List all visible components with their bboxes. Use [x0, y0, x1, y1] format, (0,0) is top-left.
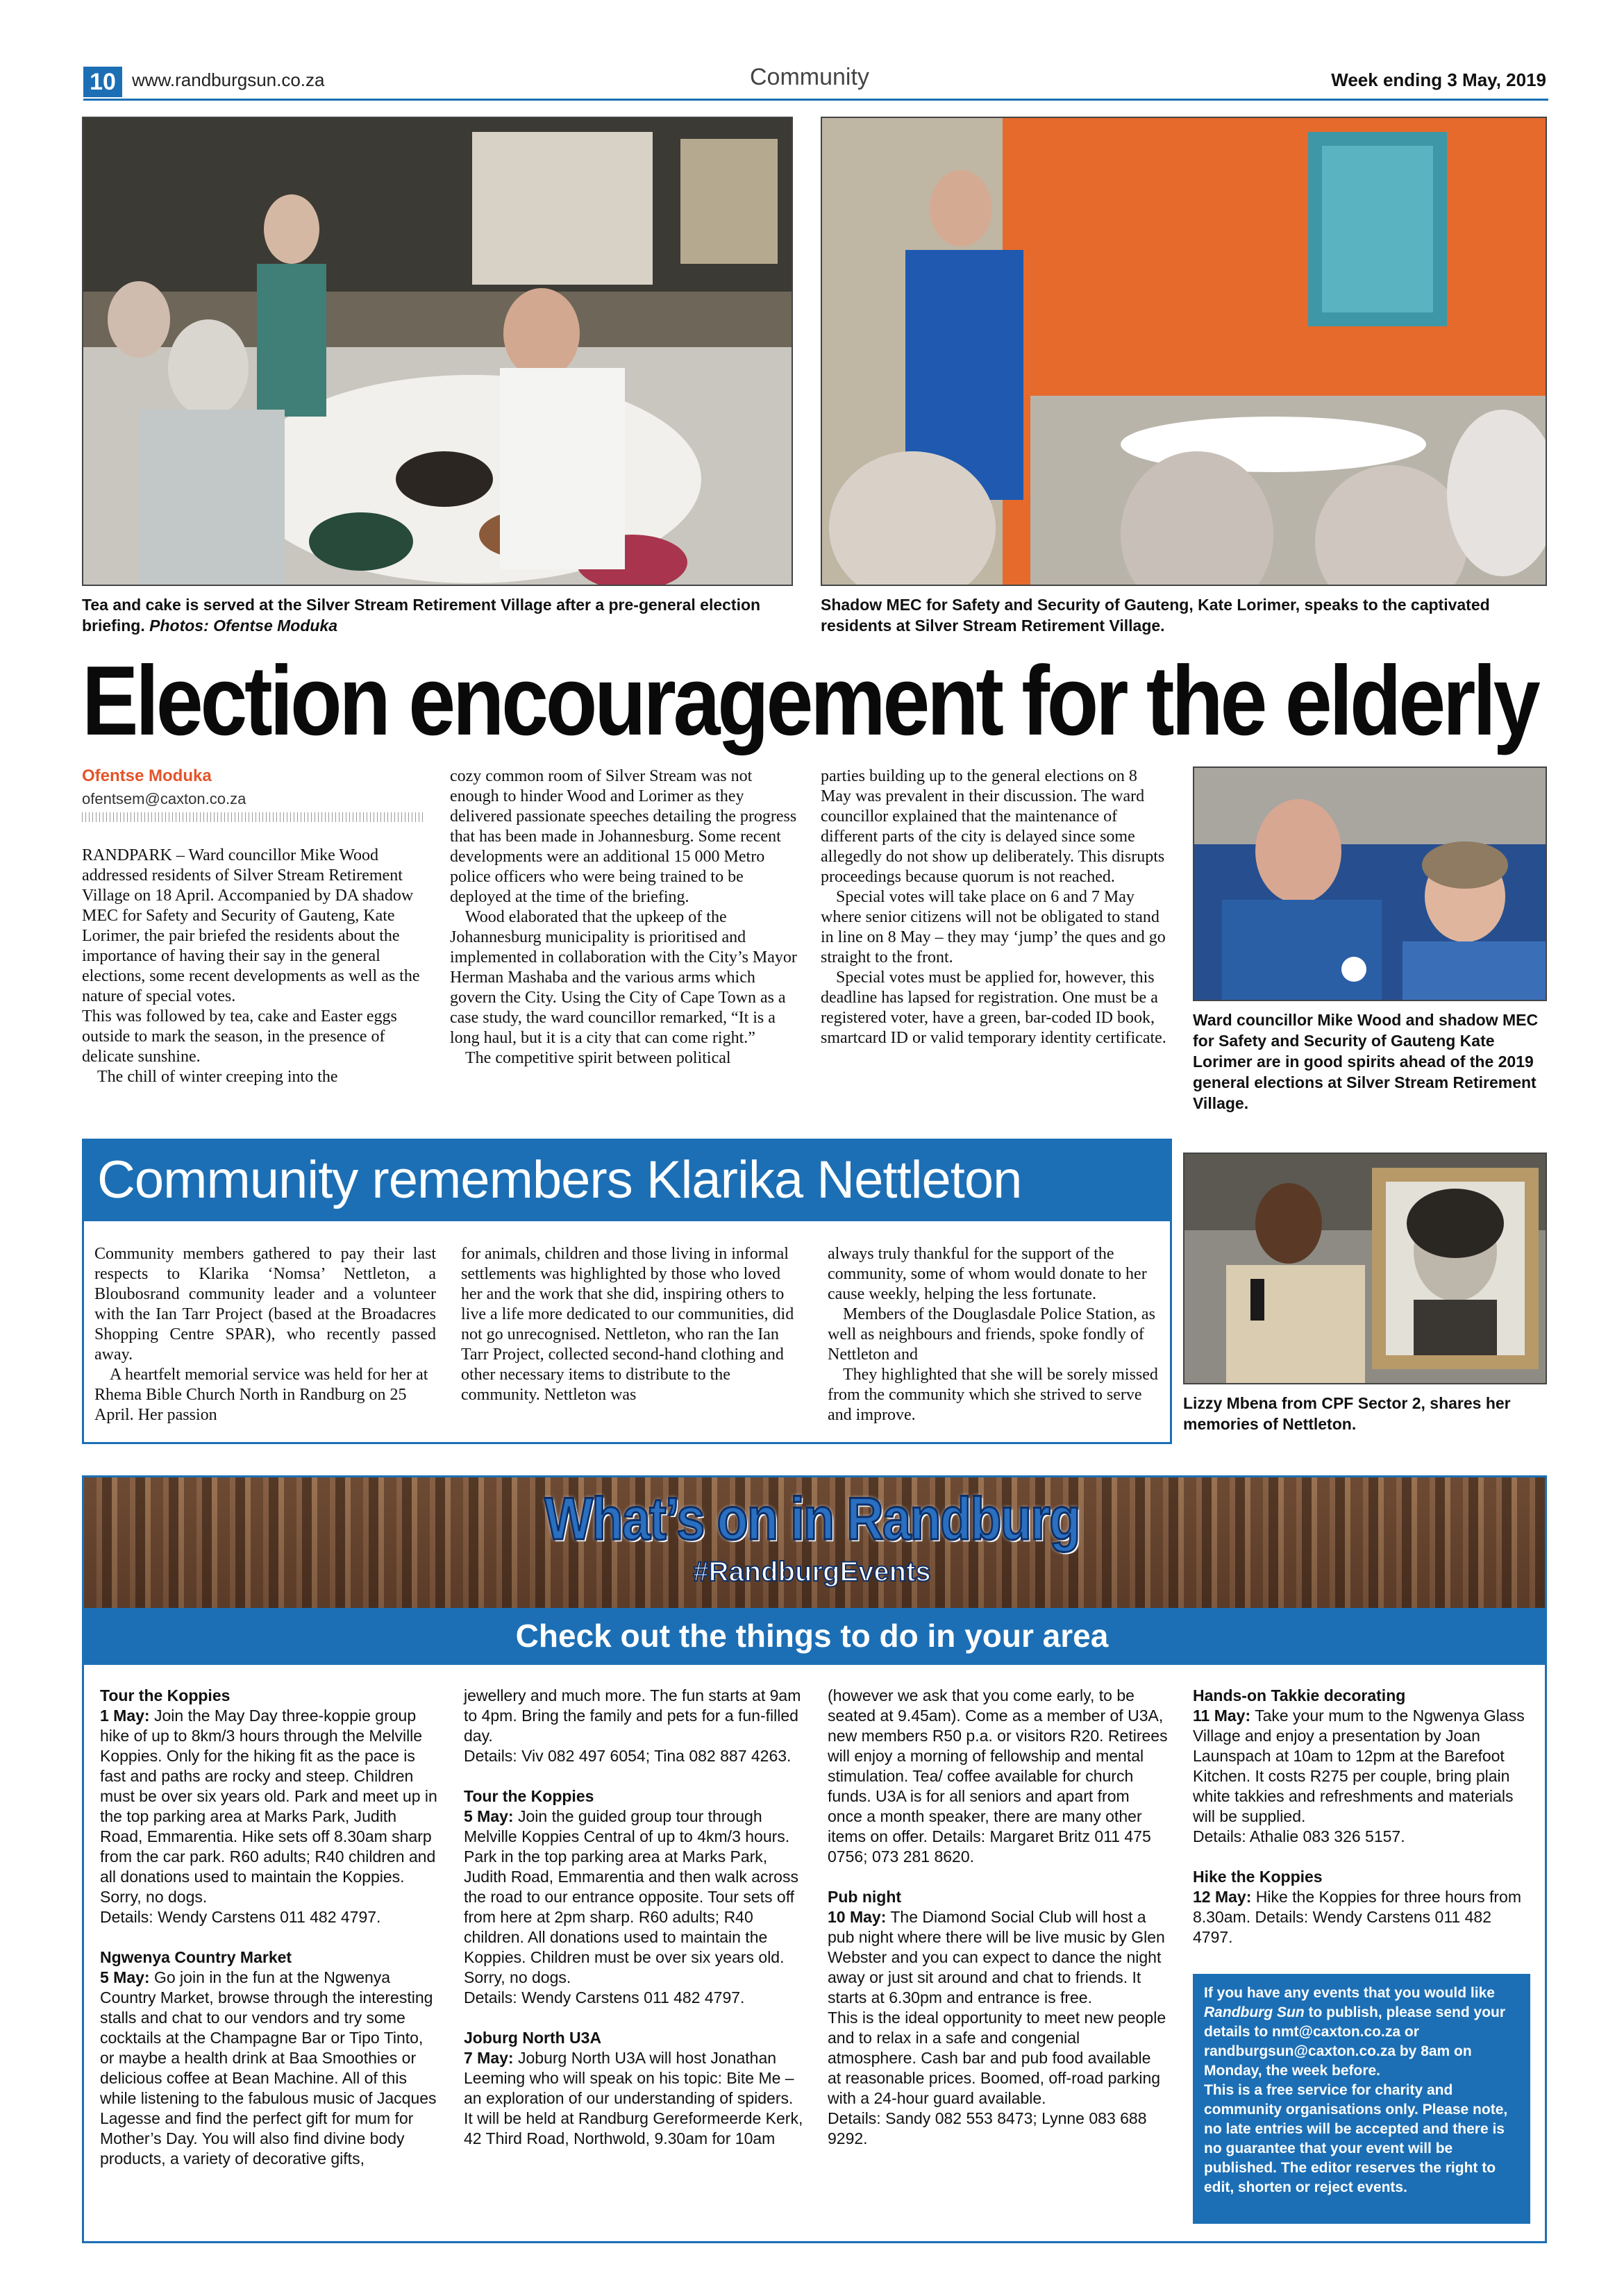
article1-col1 — [82, 846, 426, 1087]
photo-tea-and-cake — [82, 117, 793, 586]
event-heading-text: Tour the Koppies — [100, 1686, 231, 1704]
photo-ward-councillor — [1193, 766, 1547, 1001]
event-heading — [100, 1947, 437, 1968]
spacer — [828, 1867, 1168, 1887]
events-title: What’s on in Randburg — [544, 1486, 1080, 1552]
events-subtitle: Check out the things to do in your area — [515, 1618, 1109, 1654]
paragraph: Community members gathered to pay their last respects to Klarika ‘Nomsa’ Nettleton, a Bloubosrand community leader and a volunteer with the Ian Tarr Project (based at the Broadacres Shopping Centre SPAR), who recently passed away. — [94, 1245, 436, 1364]
article2-col2 — [461, 1244, 801, 1405]
event-heading-text: Hike the Koppies — [1193, 1868, 1323, 1886]
notice-text: to publish, please send your details to nmt@caxton.co.za or randburgsun@caxton.co.za by 8am on Monday, the week before. — [1204, 2004, 1506, 2079]
notice-text: If you have any events that you would like — [1204, 1985, 1495, 2001]
event-text: The Diamond Social Club will host a pub night where there will be live music by Glen Webster and you can expect to dance the night away or just sit around and chat to friends. It starts at 6.30pm and entrance is free. — [828, 1908, 1165, 2006]
event-date: 12 May: — [1193, 1888, 1252, 1906]
event-heading — [1193, 1867, 1530, 1887]
paragraph: always truly thankful for the support of the community, some of whom would donate to her cause weekly, helping the less fortunate. — [828, 1245, 1147, 1303]
event-text: Joburg North U3A will host Jonathan Leeming who will speak on his topic: Bite Me – an exploration of our understanding of spiders. It will be held at Randburg Gereformeerde Kerk, 42 Third Road, Northwold, 9.30am for 10am — [464, 2049, 803, 2147]
event-text: Hike the Koppies for three hours from 8.30am. Details: Wendy Carstens 011 482 4797. — [1193, 1888, 1522, 1946]
photo-lizzy-mbena — [1183, 1153, 1547, 1384]
events-col1 — [100, 1686, 437, 2169]
event-text: Join the May Day three-koppie group hike of up to 8km/3 hours through the Melville Koppies. Only for the hiking fit as the pace is fast and paths are rocky and steep. Children must be over six years old. Park and meet up in the top parking area at Marks Park, Judith Road, Emmarentia. Hike sets off 8.30am sharp from the car park. R60 adults; R40 children and all donations used to maintain the Koppies. Sorry, no dogs. — [100, 1707, 437, 1906]
events-hashtag[interactable]: #RandburgEvents — [693, 1557, 931, 1587]
spacer — [464, 1766, 804, 1786]
event-heading — [100, 1686, 437, 1706]
event-description — [464, 2048, 804, 2149]
spacer — [464, 2008, 804, 2028]
notice-paragraph: This is a free service for charity and community organisations only. Please note, no late entries will be accepted and there is no guarantee that your event will be published. The editor reserves the right to edit, shorten or reject events. — [1204, 2082, 1508, 2195]
byline-divider — [82, 812, 424, 822]
event-detail: Details: Wendy Carstens 011 482 4797. — [100, 1908, 381, 1926]
event-description — [100, 1968, 437, 2169]
event-detail: Details: Sandy 082 553 8473; Lynne 083 688 9292. — [828, 2109, 1147, 2147]
paragraph: parties building up to the general elections on 8 May was prevalent in their discussion. The ward councillor explained that the maintenance of different parts of the city is delayed since some allegedly do not show up deliberately. This disrupts proceedings because quorum is not reached. — [821, 767, 1165, 886]
spacer — [1193, 1847, 1530, 1867]
events-col4 — [1193, 1686, 1530, 1947]
klarika-title: Community remembers Klarika Nettleton — [97, 1150, 1022, 1209]
author-name: Ofentse Moduka — [82, 766, 212, 785]
event-date: 1 May: — [100, 1707, 150, 1725]
events-col2 — [464, 1686, 804, 2149]
photo-ward-councillor-illustration — [1194, 768, 1546, 1000]
paragraph: They highlighted that she will be sorely missed from the community which she strived to serve and improve. — [828, 1366, 1158, 1424]
event-detail: Details: Viv 082 497 6054; Tina 082 887 4263. — [464, 1747, 792, 1765]
paragraph: A heartfelt memorial service was held for her at Rhema Bible Church North in Randburg on 25 April. Her passion — [94, 1366, 428, 1424]
event-date: 5 May: — [100, 1968, 150, 1986]
event-heading — [1193, 1686, 1530, 1706]
event-text: Join the guided group tour through Melville Koppies Central of up to 4km/3 hours. Park in the top parking area at Marks Park, Judith Road, Emmarentia and then walk across the road to our entrance opposite. Tour sets off from here at 2pm sharp. R60 adults; R40 children. All donations used to maintain the Koppies. Children must be over six years old. Sorry, no dogs. — [464, 1807, 798, 1986]
event-heading — [828, 1887, 1168, 1907]
event-detail: jewellery and much more. The fun starts at 9am to 4pm. Bring the family and pets for a fun-filled day. — [464, 1686, 801, 1745]
event-date: 11 May: — [1193, 1707, 1251, 1725]
article2-col1 — [94, 1244, 436, 1425]
article1-col3 — [821, 766, 1168, 1048]
issue-date: Week ending 3 May, 2019 — [1331, 69, 1546, 90]
paragraph: Wood elaborated that the upkeep of the Johannesburg municipality is prioritised and implemented in collaboration with the City’s Mayor Herman Mashaba and the various arms which govern the City. Using the City of Cape Town as a case study, the ward councillor remarked, “It is a long haul, but it is a city that can come right.” — [450, 908, 797, 1047]
headline: Election encouragement for the elderly — [82, 646, 1538, 756]
event-detail: Details: Athalie 083 326 5157. — [1193, 1827, 1405, 1845]
event-description — [828, 1907, 1168, 2008]
event-heading — [464, 1786, 804, 1807]
author-email[interactable]: ofentsem@caxton.co.za — [82, 790, 246, 807]
paragraph: for animals, children and those living in informal settlements was highlighted by those who loved her and the work that she did, inspiring others to live a life more dedicated to our communities, did not go unrecognised. Nettleton, who ran the Ian Tarr Project, collected second-hand clothing and other necessary items to distribute to the community. Nettleton was — [461, 1245, 794, 1404]
event-date: 5 May: — [464, 1807, 514, 1825]
event-heading-text: Joburg North U3A — [464, 2029, 602, 2047]
photo-tea-and-cake-illustration — [83, 118, 792, 585]
caption-tea-text: Tea and cake is served at the Silver Stream Retirement Village after a pre-general election briefing. — [82, 596, 761, 635]
event-heading-text: Hands-on Takkie decorating — [1193, 1686, 1406, 1704]
paragraph: The competitive spirit between political — [465, 1049, 731, 1067]
event-heading-text: Ngwenya Country Market — [100, 1948, 292, 1966]
paragraph: Special votes must be applied for, however, this deadline has lapsed for registration. One must be a registered voter, have a green, bar-coded ID book, smartcard ID or valid temporary identity certificate. — [821, 969, 1166, 1047]
event-description — [464, 1807, 804, 1988]
event-detail: (however we ask that you come early, to be seated at 9.45am). Come as a member of U3A, new members R50 p.a. or visitors R20. Retirees will enjoy a morning of fellowship and mental stimulation. Tea/ coffee available for church funds. U3A is for all seniors and apart from once a month speaker, there are many other items on offer. Details: Margaret Britz 011 475 0756; 073 281 8620. — [828, 1686, 1168, 1866]
event-heading-text: Tour the Koppies — [464, 1787, 594, 1805]
spacer — [100, 1927, 437, 1947]
header-rule — [83, 99, 1548, 101]
photo-credit: Photos: Ofentse Moduka — [149, 617, 338, 635]
caption-tea-and-cake — [82, 594, 797, 636]
page-number: 10 — [83, 67, 122, 97]
paragraph: This was followed by tea, cake and Easter eggs outside to mark the season, in the presence of delicate sunshine. — [82, 1007, 397, 1066]
byline — [82, 766, 429, 822]
event-heading — [464, 2028, 804, 2048]
event-detail: This is the ideal opportunity to meet new people and to relax in a safe and congenial atmosphere. Cash bar and pub food available at reasonable prices. Boomed, off-road parking with a 24-hour guard available. — [828, 2009, 1166, 2107]
event-date: 10 May: — [828, 1908, 887, 1926]
events-submission-notice — [1193, 1974, 1530, 2224]
photo-mec-speaking-illustration — [822, 118, 1546, 585]
paragraph: cozy common room of Silver Stream was not enough to hinder Wood and Lorimer as they delivered passionate speeches detailing the progress that has been made in Johannesburg. Some recent developments were an additional 15 000 Metro police officers who were being trained to be deployed at the time of the briefing. — [450, 767, 797, 906]
notice-paper-name: Randburg Sun — [1204, 2004, 1305, 2020]
event-description — [1193, 1706, 1530, 1827]
article2-col3 — [828, 1244, 1168, 1425]
section-name: Community — [750, 64, 869, 90]
event-date: 7 May: — [464, 2049, 514, 2067]
notice-paragraph — [1204, 1984, 1519, 2081]
photo-lizzy-mbena-illustration — [1184, 1154, 1546, 1383]
event-text: Go join in the fun at the Ngwenya Country Market, browse through the interesting stalls and chat to our vendors and try some cocktails at the Champagne Bar or Tipo Tinto, or maybe a health drink at Baa Smoothies or delicious coffee at Bean Machine. All of this while listening to the fabulous music of Jacques Lagesse and find the perfect gift for mum for Mother’s Day. You will also find divine body products, a variety of decorative gifts, — [100, 1968, 437, 2168]
event-detail: Details: Wendy Carstens 011 482 4797. — [464, 1988, 745, 2006]
caption-lizzy-mbena: Lizzy Mbena from CPF Sector 2, shares her memories of Nettleton. — [1183, 1394, 1511, 1433]
event-description — [100, 1706, 437, 1907]
paragraph: Members of the Douglasdale Police Station, as well as neighbours and friends, spoke fondly of Nettleton and — [828, 1305, 1155, 1364]
event-text: Take your mum to the Ngwenya Glass Village and enjoy a presentation by Joan Launspach at 10am to 12pm at the Barefoot Kitchen. It costs R275 per couple, bring plain white takkies and refreshments and materials will be supplied. — [1193, 1707, 1525, 1825]
photo-mec-speaking — [821, 117, 1547, 586]
caption-ward-councillor: Ward councillor Mike Wood and shadow MEC for Safety and Security of Gauteng Kate Lorimer are in good spirits ahead of the 2019 general elections at Silver Stream Retirement Village. — [1193, 1011, 1539, 1112]
site-url[interactable]: www.randburgsun.co.za — [132, 69, 325, 90]
paragraph: Special votes will take place on 6 and 7 May where senior citizens will not be obligated to stand in line on 8 May – they may ‘jump’ the ques and go straight to the front. — [821, 888, 1166, 966]
event-description — [1193, 1887, 1530, 1947]
article1-col2 — [450, 766, 797, 1069]
event-heading-text: Pub night — [828, 1888, 902, 1906]
events-col3 — [828, 1686, 1168, 2149]
paragraph: The chill of winter creeping into the — [97, 1068, 338, 1086]
paragraph: RANDPARK – Ward councillor Mike Wood addressed residents of Silver Stream Retirement Village on 18 April. Accompanied by DA shadow MEC for Safety and Security of Gauteng, Kate Lorimer, the pair briefed the residents about the importance of having their say in the general elections, some recent developments as well as the nature of special votes. — [82, 846, 420, 1005]
caption-mec-speaking: Shadow MEC for Safety and Security of Gauteng, Kate Lorimer, speaks to the captivated residents at Silver Stream Retirement Village. — [821, 596, 1490, 635]
